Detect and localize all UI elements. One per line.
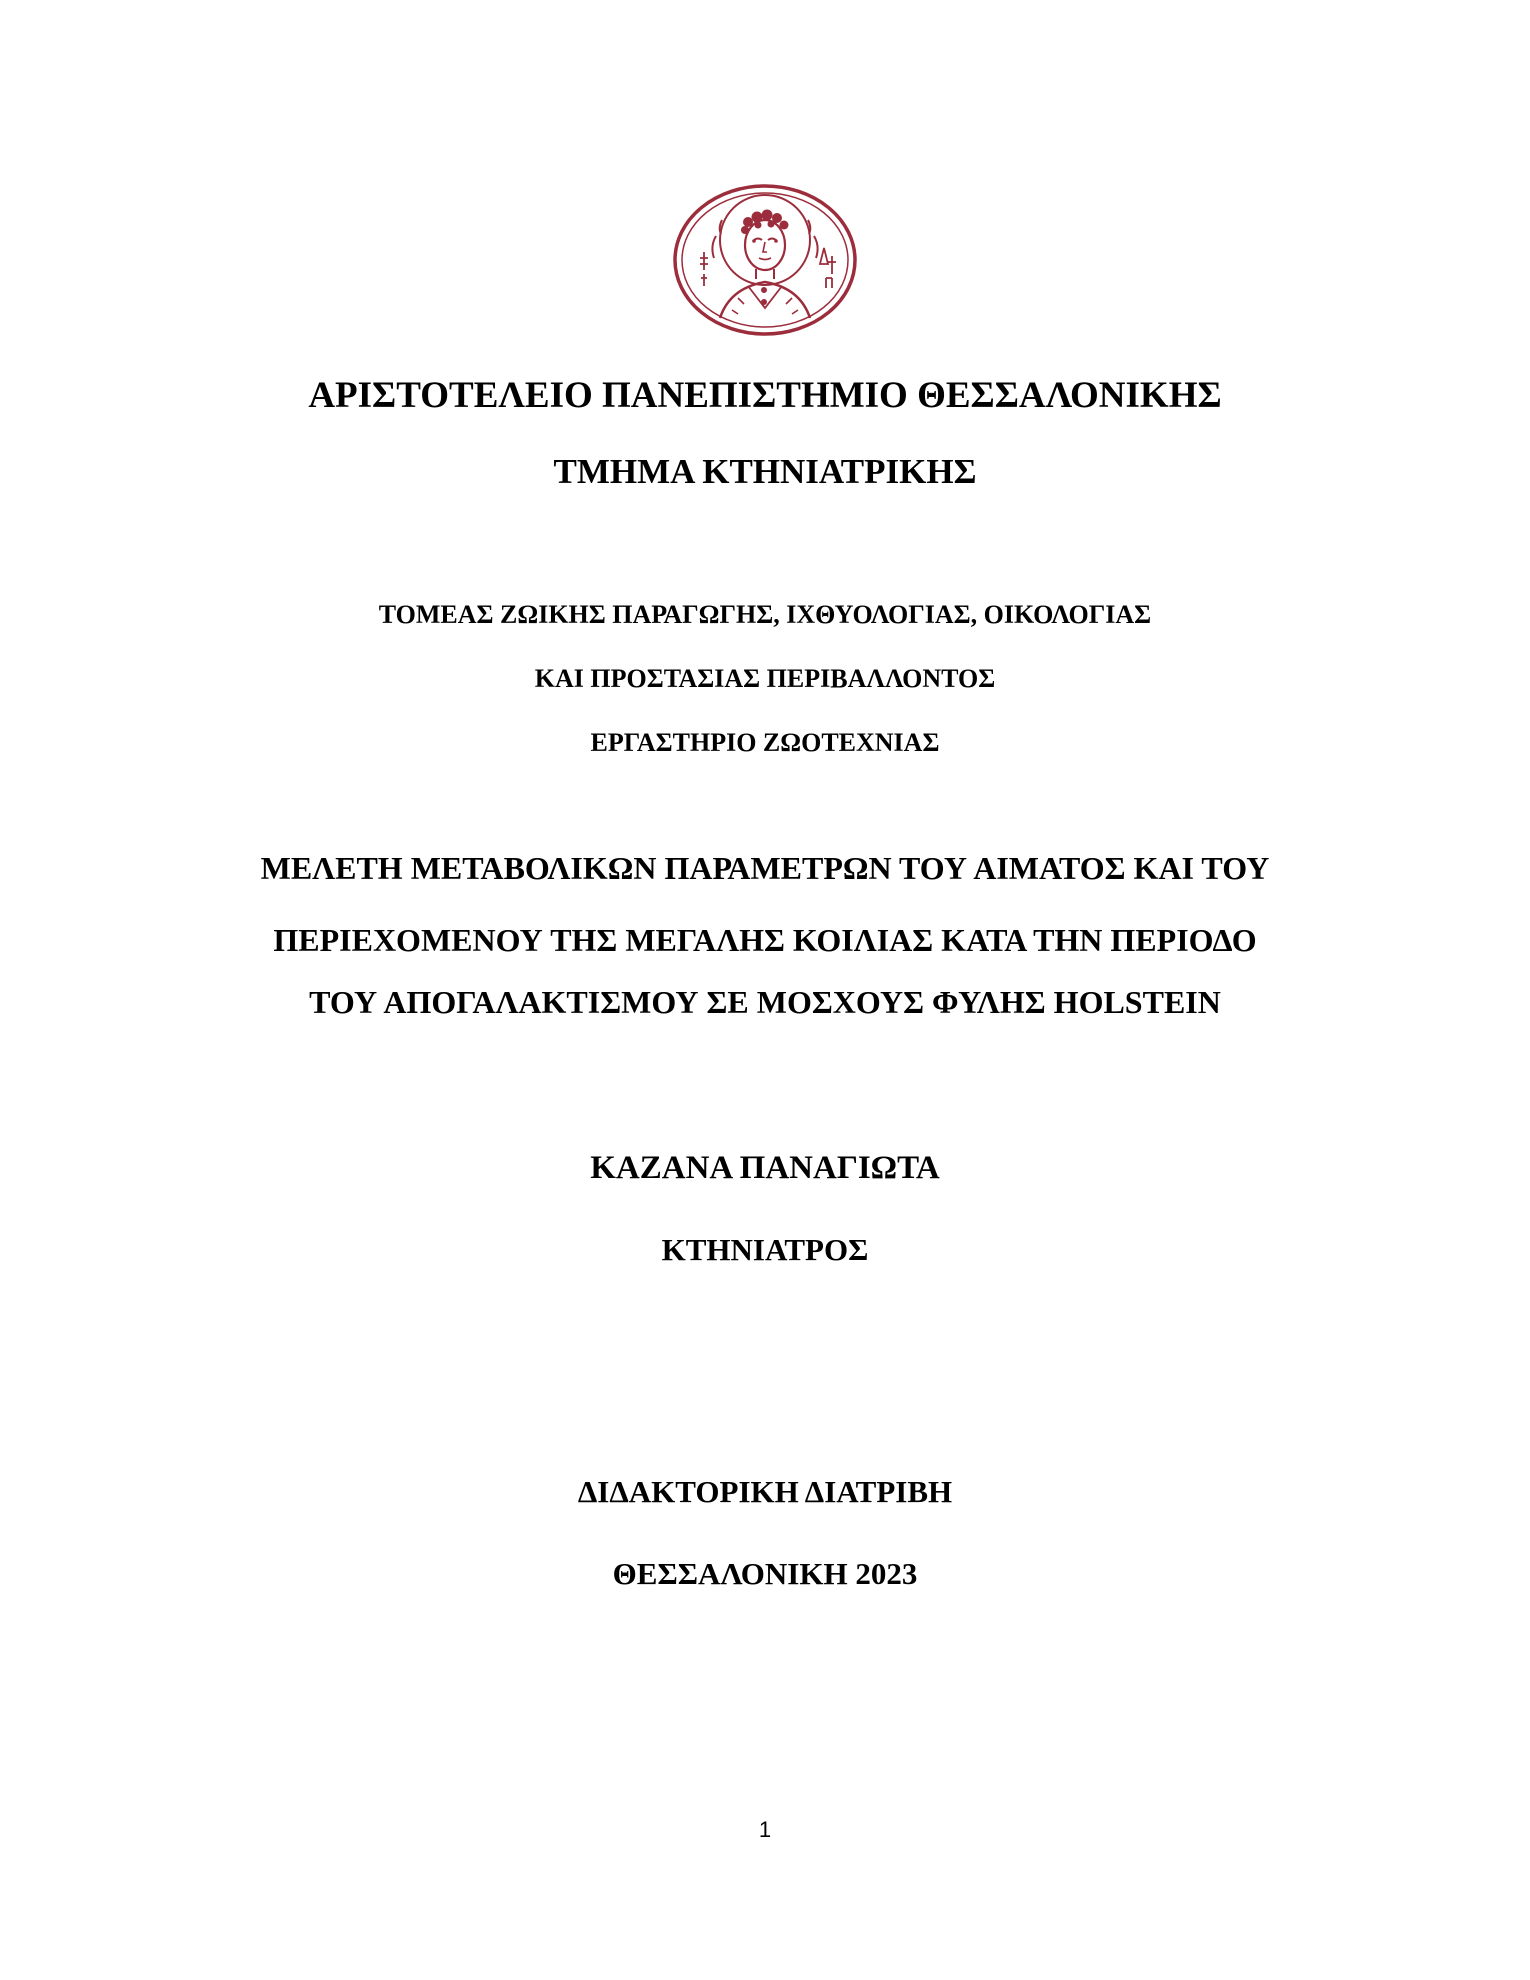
page-number: 1	[758, 1817, 772, 1842]
university-name: ΑΡΙΣΤΟΤΕΛΕΙΟ ΠΑΝΕΠΙΣΤΗΜΙΟ ΘΕΣΣΑΛΟΝΙΚΗΣ	[308, 375, 1222, 416]
thesis-title-line-3: ΤΟΥ ΑΠΟΓΑΛΑΚΤΙΣΜΟΥ ΣΕ ΜΟΣΧΟΥΣ ΦΥΛΗΣ HOLSTEIN	[309, 984, 1221, 1020]
thesis-title-line-1: ΜΕΛΕΤΗ ΜΕΤΑΒΟΛΙΚΩΝ ΠΑΡΑΜΕΤΡΩΝ ΤΟΥ ΑΙΜΑΤΟΣ ΚΑΙ ΤΟΥ	[260, 850, 1270, 886]
sector-name-line-2: ΚΑΙ ΠΡΟΣΤΑΣΙΑΣ ΠΕΡΙΒΑΛΛΟΝΤΟΣ	[534, 664, 996, 693]
author-name: ΚΑΖΑΝΑ ΠΑΝΑΓΙΩΤΑ	[590, 1150, 940, 1186]
department-name: ΤΜΗΜΑ ΚΤΗΝΙΑΤΡΙΚΗΣ	[553, 452, 977, 491]
thesis-title-line-2: ΠΕΡΙΕΧΟΜΕΝΟΥ ΤΗΣ ΜΕΓΑΛΗΣ ΚΟΙΛΙΑΣ ΚΑΤΑ ΤΗΝ ΠΕΡΙΟΔΟ	[273, 922, 1257, 958]
author-role: ΚΤΗΝΙΑΤΡΟΣ	[661, 1232, 869, 1267]
university-seal-logo	[668, 178, 863, 343]
laboratory-name: ΕΡΓΑΣΤΗΡΙΟ ΖΩΟΤΕΧΝΙΑΣ	[590, 728, 940, 757]
place-and-year: ΘΕΣΣΑΛΟΝΙΚΗ 2023	[612, 1556, 918, 1591]
thesis-type: ΔΙΔΑΚΤΟΡΙΚΗ ΔΙΑΤΡΙΒΗ	[577, 1474, 953, 1509]
sector-name-line-1: ΤΟΜΕΑΣ ΖΩΙΚΗΣ ΠΑΡΑΓΩΓΗΣ, ΙΧΘΥΟΛΟΓΙΑΣ, ΟΙΚΟΛΟΓΙΑΣ	[378, 600, 1152, 629]
